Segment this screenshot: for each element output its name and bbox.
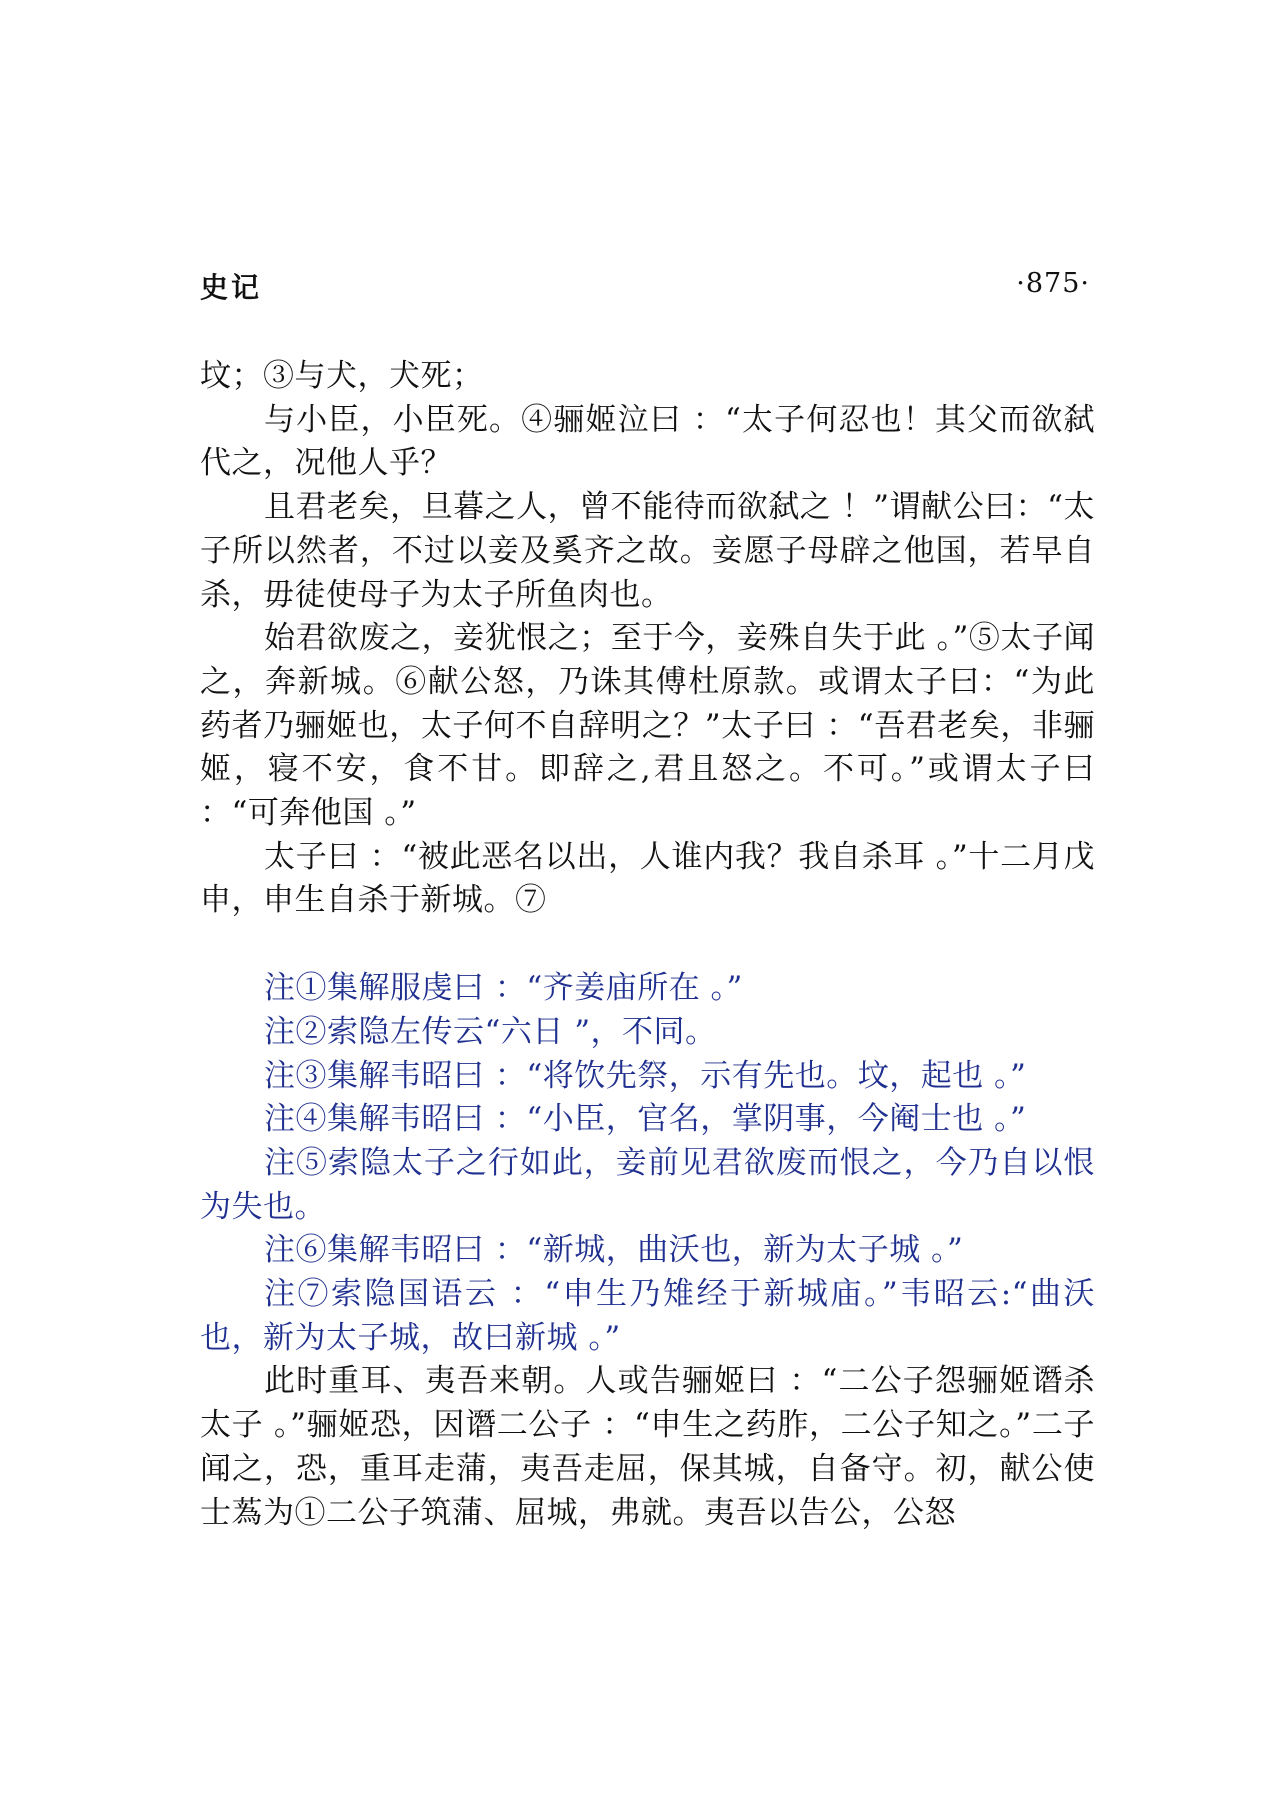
text-paragraph: 且君老矣，旦暮之人，曾不能待而欲弑之 ！”谓献公曰：“太子所以然者，不过以妾及奚齐之故。妾愿子母辟之他国，若早自杀，毋徒使母子为太子所鱼肉也。 [200, 489, 1095, 613]
note-item: 注③集解韦昭曰 ：“将饮先祭，示有先也。坟，起也 。” [264, 1057, 1027, 1094]
note-item: 注⑤索隐太子之行如此，妾前见君欲废而恨之，今乃自以恨为失也。 [200, 1144, 1095, 1225]
text-paragraph: 与小臣，小臣死。④骊姬泣曰 ：“太子何忍也！其父而欲弑代之，况他人乎？ [200, 401, 1095, 482]
page-header [200, 266, 1090, 310]
text-paragraph: 太子曰 ：“被此恶名以出，人谁内我？我自杀耳 。”十二月戊申，申生自杀于新城。⑦ [200, 838, 1095, 919]
text-paragraph: 始君欲废之，妾犹恨之；至于今，妾殊自失于此 。”⑤太子闻之，奔新城。⑥献公怒，乃诛其傅杜原款。或谓太子曰：“为此药者乃骊姬也，太子何不自辞明之？”太子曰 ：“吾君老矣，非骊姬，寝不安，食不甘。即辞之,君且怒之。不可。”或谓太子曰 ：“可奔他国 。” [200, 620, 1095, 832]
book-title: 史记 [200, 271, 263, 304]
main-text [200, 355, 1095, 1535]
note-item: 注⑦索隐国语云 ：“申生乃雉经于新城庙。”韦昭云:“曲沃也，新为太子城，故曰新城 。” [200, 1276, 1095, 1356]
text-paragraph: 此时重耳、夷吾来朝。人或告骊姬曰 ：“二公子怨骊姬谮杀太子 。”骊姬恐，因谮二公子 ：“申生之药胙，二公子知之。”二子闻之，恐，重耳走蒲，夷吾走屈，保其城，自备守。初，献公使士蒍为①二公子筑蒲、屈城，弗就。夷吾以告公，公怒 [200, 1363, 1095, 1531]
page-number: ·875· [1016, 268, 1090, 299]
notes-section [200, 967, 1095, 1360]
note-item: 注⑥集解韦昭曰 ：“新城，曲沃也，新为太子城 。” [264, 1232, 964, 1269]
section-spacer [200, 923, 1095, 967]
note-item: 注①集解服虔曰 ：“齐姜庙所在 。” [264, 970, 743, 1007]
note-item: 注②索隐左传云“六日 ”，不同。 [264, 1013, 717, 1050]
text-paragraph: 坟；③与犬，犬死； [200, 358, 484, 394]
note-item: 注④集解韦昭曰 ：“小臣，官名，掌阴事，今阉士也 。” [264, 1101, 1027, 1138]
